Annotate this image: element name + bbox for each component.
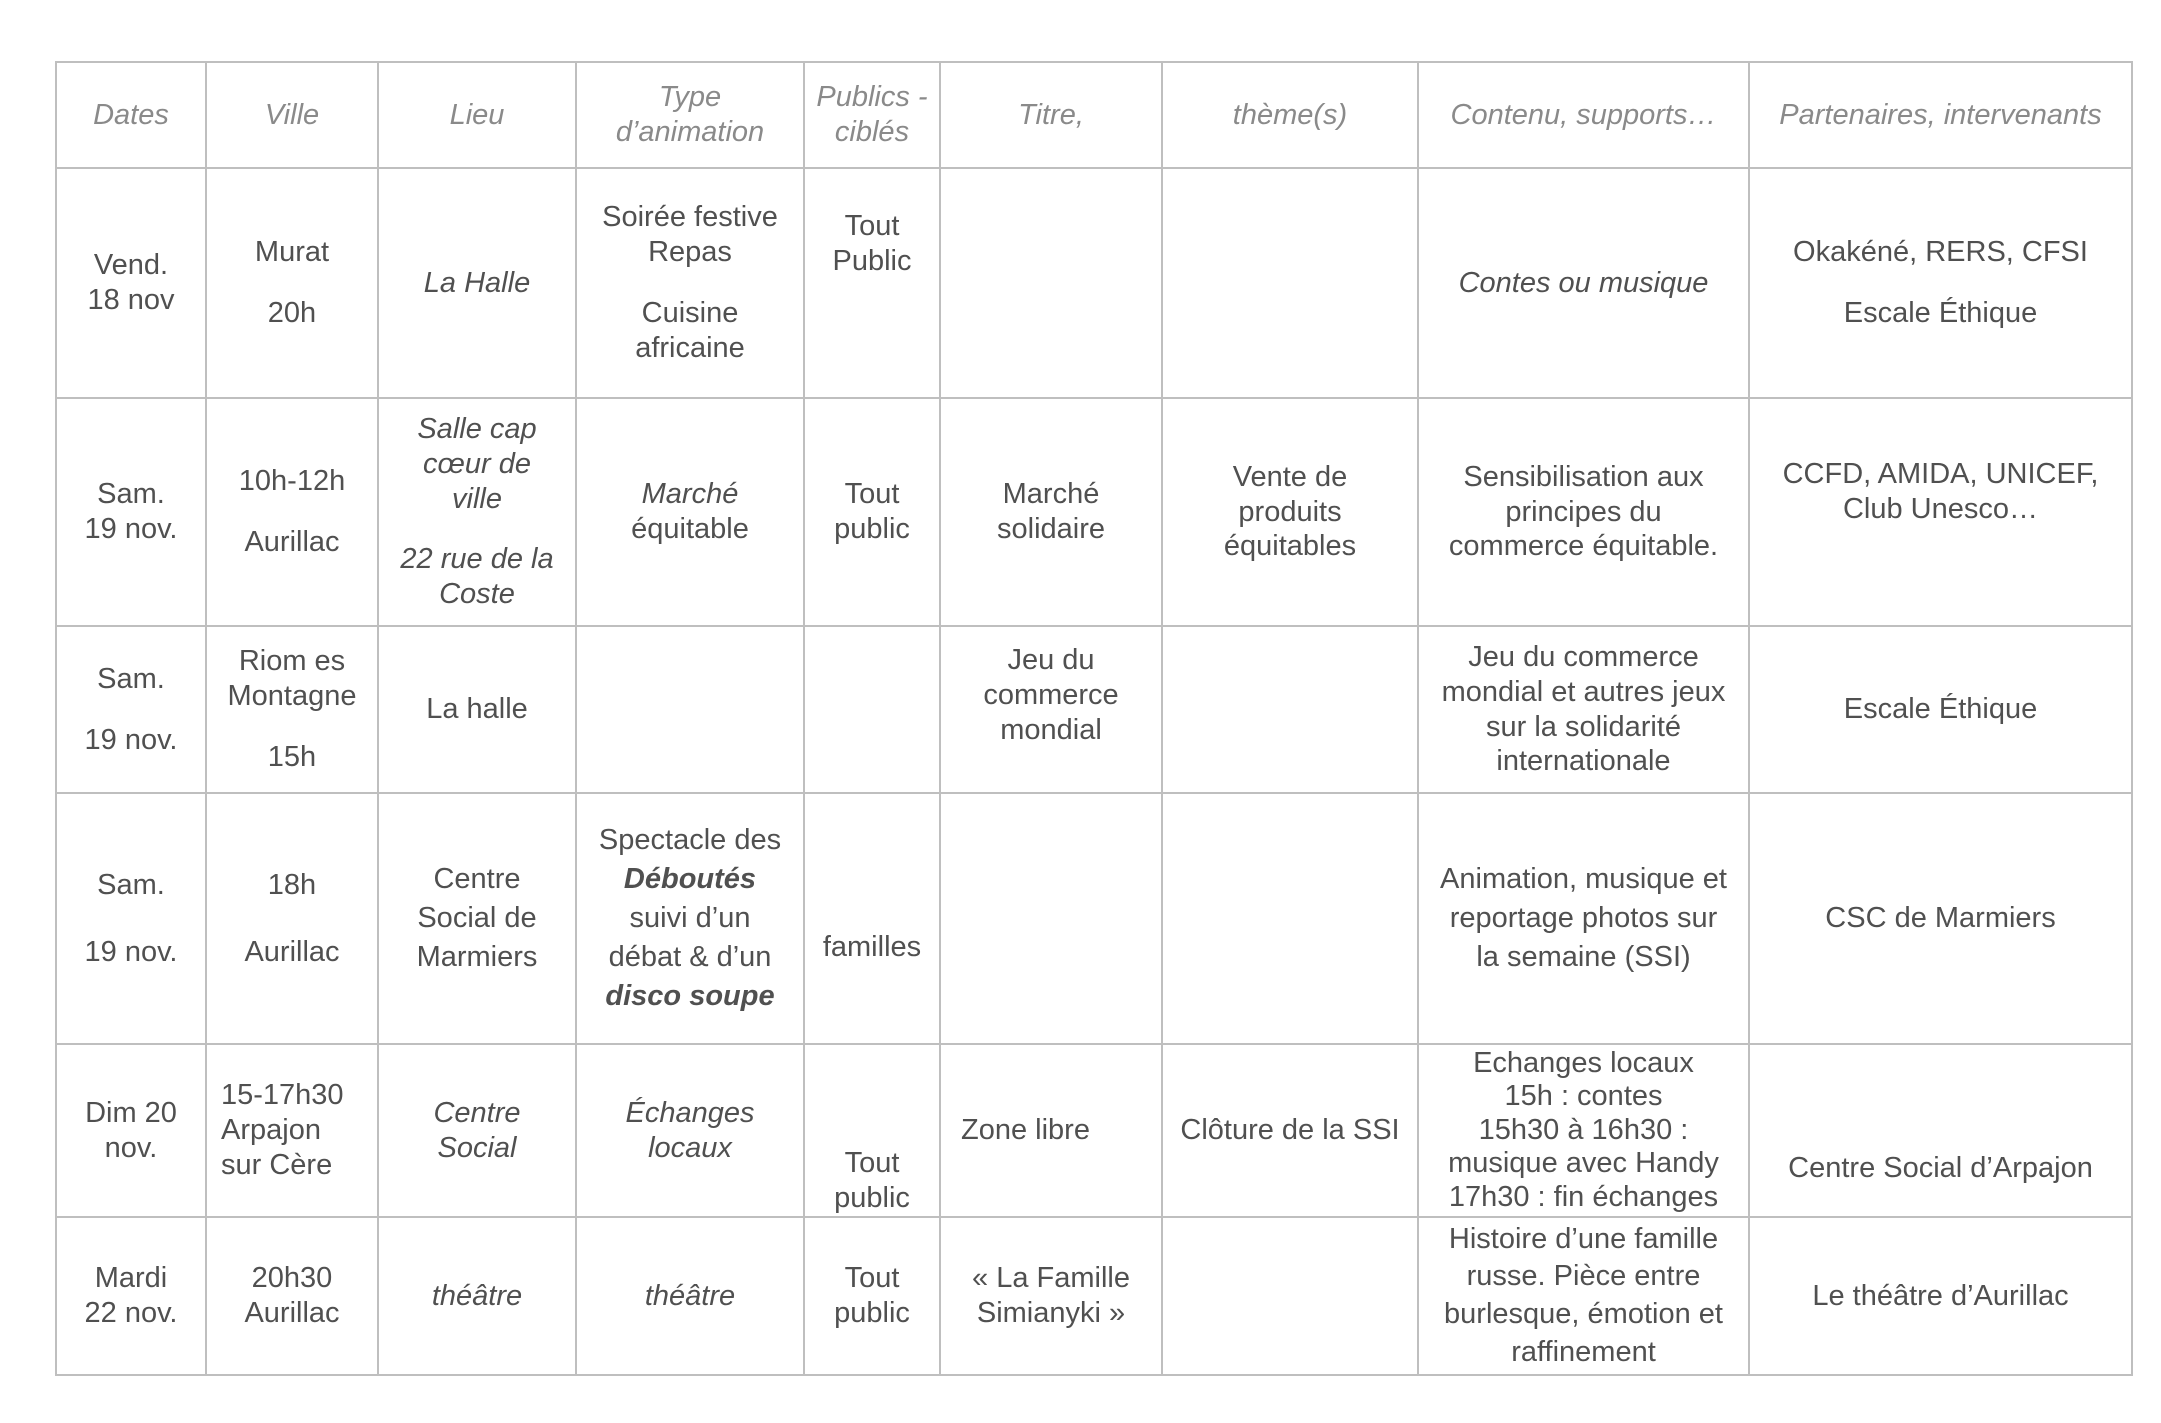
cell-text: commerce équitable. [1448, 530, 1719, 563]
cell-text: Mardi [94, 1262, 168, 1295]
cell-text: familles [822, 931, 922, 964]
cell-partenaires [1749, 168, 2132, 398]
cell-text: Jeu du commerce [1468, 640, 1699, 673]
cell-text: 10h-12h [238, 465, 346, 498]
cell-lieu [378, 626, 576, 793]
cell-text: 15h : contes [1504, 1080, 1663, 1113]
cell-text: Riom es [238, 645, 346, 678]
cell-text: sur la solidarité [1485, 710, 1682, 743]
cell-text: Aurillac [244, 1297, 340, 1329]
header-dates: Dates [56, 62, 206, 168]
cell-text: russe. Pièce entre [1466, 1260, 1701, 1293]
cell-themes [1162, 168, 1418, 398]
cell-text: produits [1238, 495, 1342, 528]
cell-titre [940, 626, 1162, 793]
cell-text: « La Famille [972, 1262, 1130, 1295]
cell-lieu [378, 1217, 576, 1375]
cell-text: Echanges locaux [1473, 1047, 1694, 1080]
cell-text: mondial [1000, 713, 1102, 746]
cell-text: Déboutés [623, 862, 757, 895]
cell-ville [206, 1044, 378, 1217]
cell-text: équitable [631, 513, 749, 545]
cell-type [576, 1044, 804, 1217]
cell-text: La Halle [423, 266, 531, 299]
cell-text: 15h [267, 740, 317, 773]
header-lieu: Lieu [378, 62, 576, 168]
cell-dates [56, 1044, 206, 1217]
cell-contenu [1418, 1217, 1749, 1375]
cell-text: Échanges [625, 1096, 755, 1129]
header-titre: Titre, [940, 62, 1162, 168]
cell-text: 15-17h30 [221, 1079, 344, 1112]
cell-dates [56, 398, 206, 626]
cell-text: sur Cère [221, 1148, 333, 1181]
cell-text: Contes ou musique [1458, 266, 1709, 299]
cell-text: Aurillac [244, 526, 340, 558]
cell-text: reportage photos sur [1449, 901, 1718, 934]
cell-text: Repas [648, 236, 732, 269]
cell-text: Escale Éthique [1843, 297, 2038, 329]
cell-contenu [1418, 793, 1749, 1044]
header-type: Type d’animation [576, 62, 804, 168]
cell-themes [1162, 626, 1418, 793]
cell-text: Le théâtre d’Aurillac [1812, 1279, 2069, 1312]
cell-text: Cuisine [641, 297, 739, 329]
cell-partenaires [1749, 793, 2132, 1044]
cell-titre [940, 168, 1162, 398]
cell-text: Simianyki » [976, 1297, 1126, 1329]
cell-text: Zone libre [961, 1114, 1090, 1147]
cell-themes [1162, 398, 1418, 626]
cell-text: Dim 20 [85, 1096, 177, 1129]
cell-type [576, 626, 804, 793]
cell-type [576, 793, 804, 1044]
cell-ville [206, 168, 378, 398]
table-row [56, 1217, 2132, 1375]
cell-themes [1162, 793, 1418, 1044]
cell-dates [56, 1217, 206, 1375]
cell-text: Animation, musique et [1440, 862, 1727, 895]
cell-text: La halle [426, 693, 528, 726]
cell-type [576, 398, 804, 626]
cell-text: ville [452, 482, 502, 515]
cell-text: Centre [433, 862, 521, 895]
cell-lieu [378, 168, 576, 398]
header-row [56, 62, 2132, 168]
header-ville: Ville [206, 62, 378, 168]
cell-publics [804, 168, 940, 398]
cell-text: Tout [844, 1147, 900, 1180]
cell-text: suivi d’un [629, 901, 751, 934]
cell-contenu [1418, 398, 1749, 626]
cell-text: Salle cap [417, 413, 537, 445]
cell-partenaires [1749, 1217, 2132, 1375]
cell-text: musique avec Handy [1448, 1147, 1719, 1180]
cell-ville [206, 626, 378, 793]
cell-text: Club Unesco… [1842, 492, 2039, 525]
cell-text: principes du [1505, 495, 1662, 528]
cell-titre [940, 1044, 1162, 1217]
cell-partenaires [1749, 1044, 2132, 1217]
cell-titre [940, 398, 1162, 626]
cell-lieu [378, 398, 576, 626]
cell-text: Aurillac [244, 935, 340, 968]
cell-text: Marmiers [416, 941, 538, 974]
cell-dates [56, 793, 206, 1044]
cell-text: Sam. [97, 478, 165, 511]
cell-text: 18h [267, 868, 317, 901]
cell-text: Murat [254, 236, 330, 269]
cell-text: débat & d’un [608, 941, 772, 974]
cell-text: équitables [1223, 530, 1357, 563]
cell-text: Social de [417, 901, 537, 934]
cell-publics [804, 1217, 940, 1375]
table-row [56, 398, 2132, 626]
cell-lieu [378, 1044, 576, 1217]
cell-text: théâtre [431, 1279, 523, 1312]
cell-text: Centre Social d’Arpajon [1788, 1152, 2093, 1185]
cell-text: 18 nov [87, 284, 175, 316]
cell-type [576, 168, 804, 398]
cell-text: public [834, 513, 910, 545]
header-contenu: Contenu, supports… [1418, 62, 1749, 168]
cell-publics [804, 793, 940, 1044]
cell-contenu [1418, 1044, 1749, 1217]
header-publics: Publics -ciblés [804, 62, 940, 168]
cell-partenaires [1749, 626, 2132, 793]
cell-text: Spectacle des [598, 823, 782, 856]
cell-text: Coste [439, 578, 515, 611]
cell-text: disco soupe [605, 980, 775, 1013]
cell-text: 22 rue de la [400, 543, 554, 576]
cell-text: Sam. [97, 868, 165, 901]
cell-ville [206, 1217, 378, 1375]
cell-text: Marché [1002, 478, 1100, 511]
cell-text: Vend. [93, 249, 169, 282]
cell-text: Jeu du [1007, 644, 1095, 676]
cell-text: Okakéné, RERS, CFSI [1793, 236, 2088, 269]
header-themes: thème(s) [1162, 62, 1418, 168]
cell-themes [1162, 1217, 1418, 1375]
cell-text: Clôture de la SSI [1180, 1114, 1400, 1147]
cell-text: Public [832, 244, 912, 277]
cell-publics [804, 1044, 940, 1217]
cell-text: 20h30 [251, 1262, 333, 1295]
cell-text: Vente de [1232, 460, 1348, 493]
cell-text: africaine [635, 331, 745, 364]
table-row [56, 793, 2132, 1044]
cell-text: Tout [844, 210, 900, 242]
cell-text: 19 nov. [84, 723, 178, 756]
table-row [56, 1044, 2132, 1217]
cell-text: 22 nov. [84, 1297, 178, 1329]
cell-text: raffinement [1511, 1335, 1656, 1368]
cell-titre [940, 1217, 1162, 1375]
cell-text: solidaire [997, 513, 1105, 545]
cell-text: 15h30 à 16h30 : [1478, 1113, 1689, 1146]
cell-contenu [1418, 168, 1749, 398]
schedule-table [55, 61, 2133, 1376]
cell-text: nov. [104, 1131, 158, 1164]
cell-dates [56, 626, 206, 793]
cell-text: Sensibilisation aux [1463, 460, 1704, 493]
cell-text: commerce [983, 678, 1119, 711]
cell-text: public [834, 1297, 910, 1329]
header-partenaires: Partenaires, intervenants [1749, 62, 2132, 168]
cell-text: Sam. [97, 662, 165, 695]
cell-text: Escale Éthique [1843, 693, 2038, 726]
cell-text: Marché [641, 478, 739, 511]
cell-text: CSC de Marmiers [1825, 902, 2056, 935]
cell-type [576, 1217, 804, 1375]
cell-text: Social [437, 1131, 517, 1164]
cell-text: théâtre [644, 1279, 736, 1312]
cell-text: locaux [648, 1131, 732, 1164]
cell-contenu [1418, 626, 1749, 793]
cell-text: 20h [267, 297, 317, 329]
cell-text: mondial et autres jeux [1441, 675, 1726, 708]
cell-text: Histoire d’une famille [1448, 1222, 1719, 1255]
table-row [56, 168, 2132, 398]
cell-text: cœur de [423, 447, 531, 480]
cell-text: Tout [844, 478, 900, 511]
cell-titre [940, 793, 1162, 1044]
cell-text: burlesque, émotion et [1444, 1298, 1723, 1330]
cell-text: 19 nov. [84, 513, 178, 545]
cell-themes [1162, 1044, 1418, 1217]
cell-text: 17h30 : fin échanges [1448, 1180, 1719, 1213]
cell-partenaires [1749, 398, 2132, 626]
cell-text: la semaine (SSI) [1476, 941, 1691, 974]
cell-text: internationale [1496, 745, 1671, 778]
cell-text: public [834, 1182, 910, 1215]
table-row [56, 626, 2132, 793]
cell-text: Tout [844, 1262, 900, 1295]
cell-lieu [378, 793, 576, 1044]
cell-text: Soirée festive [602, 201, 778, 234]
cell-dates [56, 168, 206, 398]
cell-ville [206, 398, 378, 626]
cell-publics [804, 398, 940, 626]
cell-text: Montagne [227, 680, 357, 713]
cell-text: Arpajon [221, 1114, 321, 1147]
cell-ville [206, 793, 378, 1044]
cell-text: CCFD, AMIDA, UNICEF, [1782, 458, 2099, 490]
cell-publics [804, 626, 940, 793]
cell-text: Centre [433, 1096, 521, 1129]
cell-text: 19 nov. [84, 935, 178, 968]
